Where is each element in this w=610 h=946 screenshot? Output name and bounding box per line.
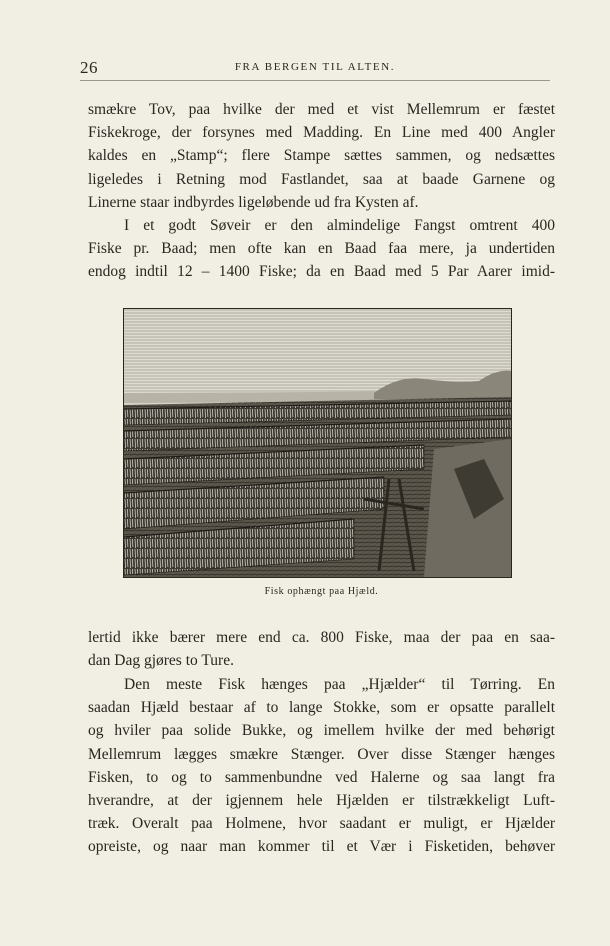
text-line: Mellemrum lægges smækre Stænger. Over disse Stænger hænges — [88, 745, 555, 763]
page-header — [80, 58, 550, 81]
page-number: 26 — [80, 58, 98, 77]
figure-caption: Fisk ophængt paa Hjæld. — [264, 586, 379, 597]
text-line: kaldes en „Stamp“; flere Stampe sættes sammen, og nedsættes — [88, 147, 555, 165]
text-line: hverandre, at der igjennem hele Hjælden er tilstrækkeligt Luft- — [88, 791, 555, 809]
paragraph-2 — [88, 214, 555, 284]
text-line: træk. Overalt paa Holmene, hvor saadant er muligt, er Hjælder — [88, 815, 555, 833]
drying-racks-engraving — [124, 309, 511, 577]
text-line: endog indtil 12 – 1400 Fiske; da en Baad med 5 Par Aarer imid- — [88, 263, 555, 281]
text-line: ligeledes i Retning mod Fastlandet, saa at baade Garnene og — [88, 170, 555, 188]
text-line: Fisken, to og to sammenbundne ved Halerne og saa langt fra — [88, 768, 555, 786]
text-line: saadan Hjæld bestaar af to lange Stokke, som er opsatte parallelt — [88, 699, 555, 717]
text-line: smækre Tov, paa hvilke der med et vist Mellemrum er fæstet — [88, 101, 555, 118]
paragraph-1 — [88, 98, 555, 214]
paragraph-4 — [88, 673, 555, 859]
text-line: og hviler paa solide Bukke, og imellem hvilke der med behørigt — [88, 722, 555, 740]
paragraph-3 — [88, 626, 555, 672]
text-line: lertid ikke bærer mere end ca. 800 Fiske, maa der paa en saa- — [88, 629, 555, 646]
engraving-illustration — [123, 308, 512, 578]
text-line: opreiste, og naar man kommer til et Vær i Fisketiden, behøver — [88, 838, 555, 856]
text-line: Den meste Fisk hænges paa „Hjælder“ til Tørring. En — [124, 676, 555, 693]
running-title: FRA BERGEN TIL ALTEN. — [234, 61, 396, 73]
text-line: Fiske pr. Baad; men ofte kan en Baad faa mere, ja undertiden — [88, 240, 555, 258]
text-line: Fiskekroge, der forsynes med Madding. En Line med 400 Angler — [88, 124, 555, 142]
text-line: Linerne staar indbyrdes ligeløbende ud fra Kysten af. — [88, 193, 419, 211]
text-line: dan Dag gjøres to Ture. — [88, 652, 234, 670]
text-line: I et godt Søveir er den almindelige Fangst omtrent 400 — [124, 217, 555, 234]
